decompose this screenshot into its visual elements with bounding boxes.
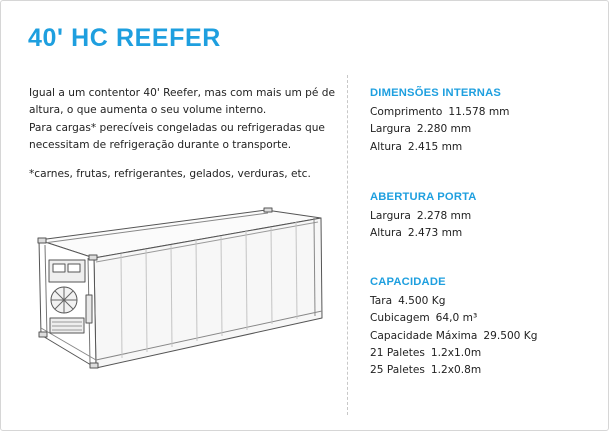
spec-row — [370, 310, 537, 327]
spec-value: 1.2x0.8m — [430, 364, 482, 377]
spec-value: 4.500 Kg — [398, 295, 446, 308]
spec-value: 2.280 mm — [416, 123, 472, 136]
spec-row — [370, 225, 477, 242]
spec-row — [370, 293, 537, 310]
spec-label: Altura — [370, 227, 402, 240]
column-divider — [347, 75, 348, 415]
spec-value: 2.473 mm — [407, 227, 463, 240]
description-paragraph: Para cargas* perecíveis congeladas ou refrigeradas que necessitam de refrigeração durante o transporte. — [29, 121, 325, 151]
spec-row — [370, 139, 510, 156]
capacity-section — [370, 274, 537, 379]
spec-row — [370, 328, 537, 345]
spec-row — [370, 208, 477, 225]
cargo-note: *carnes, frutas, refrigerantes, gelados, verduras, etc. — [29, 168, 311, 181]
spec-value: 1.2x1.0m — [430, 346, 482, 359]
section-heading: DIMENSÕES INTERNAS — [370, 87, 502, 99]
spec-row — [370, 345, 537, 362]
spec-label: Comprimento — [370, 106, 443, 119]
description — [29, 85, 339, 183]
spec-label: 25 Paletes — [370, 364, 425, 377]
spec-value: 2.415 mm — [407, 140, 463, 153]
spec-label: Tara — [370, 295, 393, 308]
spec-label: Cubicagem — [370, 312, 430, 325]
spec-label: Largura — [370, 210, 411, 223]
internal-dimensions-section — [370, 85, 510, 156]
spec-row — [370, 104, 510, 121]
spec-label: 21 Paletes — [370, 346, 425, 359]
reefer-container-illustration — [26, 200, 326, 380]
spec-value: 2.278 mm — [416, 210, 472, 223]
spec-label: Altura — [370, 140, 402, 153]
description-paragraph: Igual a um contentor 40' Reefer, mas com mais um pé de altura, o que aumenta o seu volume interno. — [29, 87, 335, 117]
spec-label: Capacidade Máxima — [370, 329, 478, 342]
spec-row — [370, 362, 537, 379]
spec-value: 11.578 mm — [448, 106, 510, 119]
door-opening-section — [370, 189, 477, 243]
section-heading: ABERTURA PORTA — [370, 191, 477, 203]
spec-row — [370, 121, 510, 138]
spec-value: 64,0 m³ — [435, 312, 478, 325]
section-heading: CAPACIDADE — [370, 276, 446, 288]
spec-value: 29.500 Kg — [483, 329, 538, 342]
spec-label: Largura — [370, 123, 411, 136]
page-title: 40' HC REEFER — [28, 24, 221, 52]
